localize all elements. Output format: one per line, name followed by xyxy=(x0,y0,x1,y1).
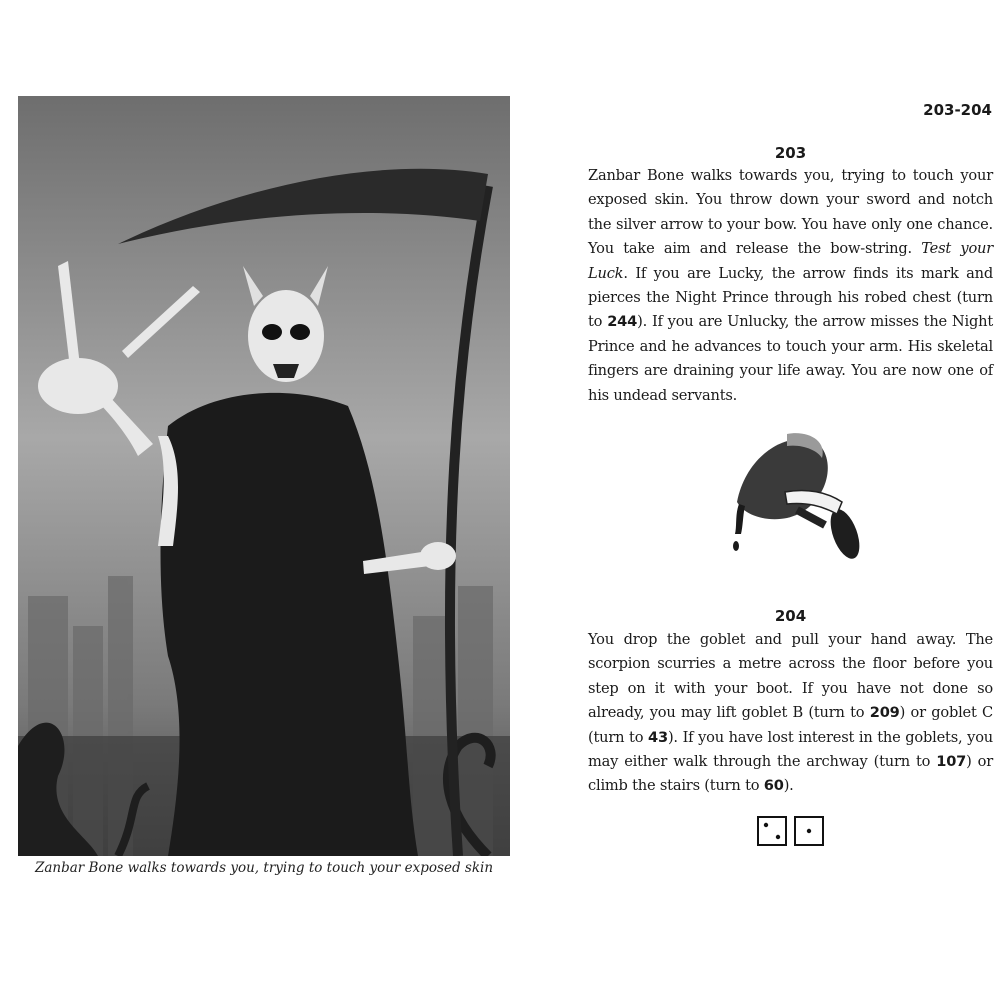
section-text-204 xyxy=(588,628,993,799)
text-segment: ) or goblet C (turn to xyxy=(588,704,993,746)
turn-to-link-43[interactable]: 43 xyxy=(648,728,668,746)
text-segment: You drop the goblet and pull your hand away. The scorpion scurries a metre across the floor before you step on it with your boot. If you have not done so already, you may lift goblet B (turn to xyxy=(588,631,993,722)
turn-to-link-244[interactable]: 244 xyxy=(607,313,638,331)
text-segment: ). If you are Unlucky, the arrow misses the Night Prince and he advances to touch your arm. His skeletal fingers are draining your life away. You are now one of his undead servants. xyxy=(588,313,993,404)
turn-to-link-60[interactable]: 60 xyxy=(763,777,784,795)
section-text-203 xyxy=(588,164,993,408)
text-segment: . If you are Lucky, the arrow finds its mark and pierces the Night Prince through his robed chest (turn to xyxy=(588,264,993,331)
turn-to-link-209[interactable]: 209 xyxy=(869,704,900,722)
page-range-header: 203-204 xyxy=(923,101,992,119)
illustration-caption: Zanbar Bone walks towards you, trying to touch your exposed skin xyxy=(34,860,494,876)
text-segment: ). If you have lost interest in the goblets, you may either walk through the archway (turn to xyxy=(588,728,993,771)
section-number-204: 204 xyxy=(774,607,807,625)
section-number-203: 203 xyxy=(774,144,807,162)
turn-to-link-107[interactable]: 107 xyxy=(936,753,967,771)
test-your-luck-italic: Test your Luck xyxy=(588,240,993,282)
text-segment: ) or climb the stairs (turn to xyxy=(588,753,994,795)
reaper-illustration xyxy=(18,96,510,856)
text-segment: ). xyxy=(783,777,794,795)
spilling-goblet-hand-icon xyxy=(727,430,877,562)
dice-icon xyxy=(757,816,825,846)
text-segment: Zanbar Bone walks towards you, trying to touch your exposed skin. You throw down your sword and notch the silver arrow to your bow. You have only one chance. You take aim and release the bow-string. xyxy=(588,167,993,258)
grim-reaper-skeleton-illustration xyxy=(18,96,510,856)
die-two-icon xyxy=(758,817,786,845)
